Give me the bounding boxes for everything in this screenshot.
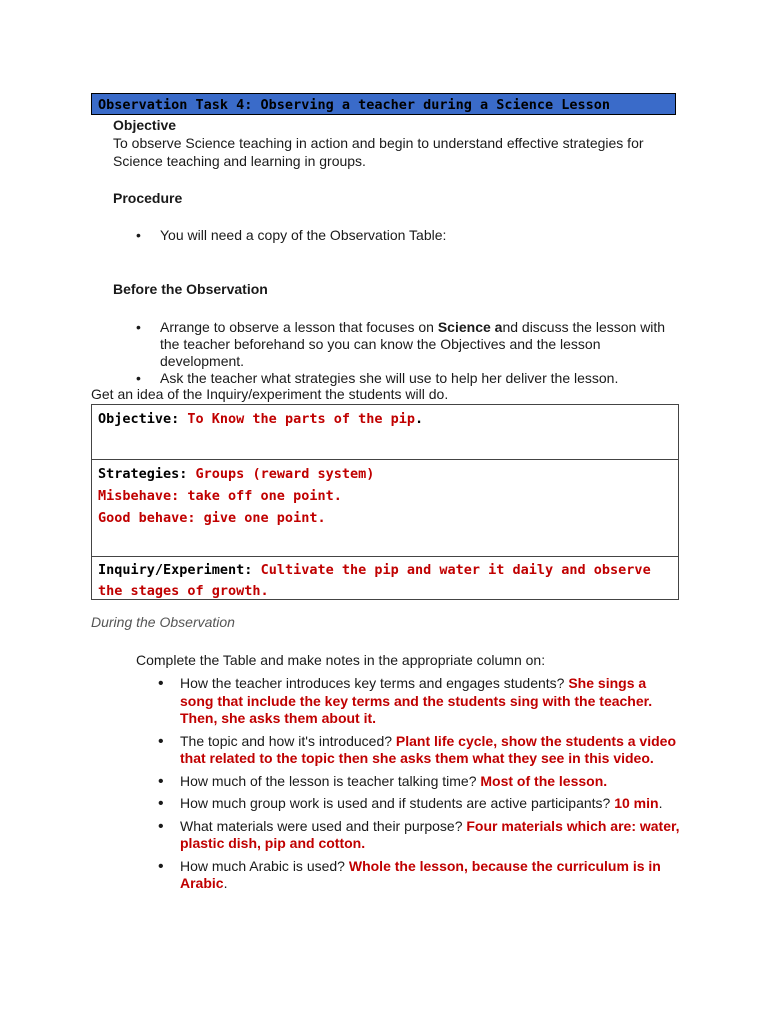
task-title: Observation Task 4: Observing a teacher during a Science Lesson	[91, 93, 676, 115]
procedure-list	[136, 227, 676, 244]
objective-text: To observe Science teaching in action and begin to understand effective strategies for Science teaching and learning in groups.	[113, 135, 644, 169]
table-row-inquiry: Inquiry/Experiment: Cultivate the pip and water it daily and observe the stages of growth.	[98, 562, 651, 599]
list-item: • How much of the lesson is teacher talking time? Most of the lesson.	[158, 773, 683, 791]
list-item: • How much Arabic is used? Whole the lesson, because the curriculum is in Arabic.	[158, 858, 683, 893]
during-list	[158, 675, 683, 898]
lesson-info-table	[91, 404, 679, 600]
list-item: • How the teacher introduces key terms and engages students? She sings a song that include the key terms and the students sing with the teacher. Then, she asks them about it.	[158, 675, 683, 728]
before-bullet-1: • Arrange to observe a lesson that focuses on Science and discuss the lesson with the teacher beforehand so you can know the Objectives and the lesson development.	[136, 319, 676, 370]
table-row-strategies: Strategies: Groups (reward system) Misbehave: take off one point. Good behave: give one point.	[92, 460, 678, 557]
during-intro: Complete the Table and make notes in the appropriate column on:	[136, 652, 546, 668]
list-item: • What materials were used and their purpose? Four materials which are: water, plastic dish, pip and cotton.	[158, 818, 683, 853]
misbehave-rule: Misbehave: take off one point.	[98, 488, 342, 504]
procedure-bullet: • You will need a copy of the Observation Table:	[136, 227, 676, 244]
objective-heading: Objective	[113, 117, 177, 133]
before-heading: Before the Observation	[113, 281, 268, 297]
table-row-objective: Objective: To Know the parts of the pip.	[92, 405, 678, 460]
goodbehave-rule: Good behave: give one point.	[98, 510, 326, 526]
list-item: • The topic and how it's introduced? Plant life cycle, show the students a video that related to the topic then she asks them what they see in this video.	[158, 733, 683, 768]
before-bullet-2: • Ask the teacher what strategies she will use to help her deliver the lesson.	[136, 370, 676, 387]
before-note: Get an idea of the Inquiry/experiment the students will do.	[91, 386, 449, 402]
list-item: • How much group work is used and if students are active participants? 10 min.	[158, 795, 683, 813]
before-list	[136, 319, 676, 387]
during-heading: During the Observation	[91, 614, 235, 630]
procedure-heading: Procedure	[113, 190, 183, 206]
